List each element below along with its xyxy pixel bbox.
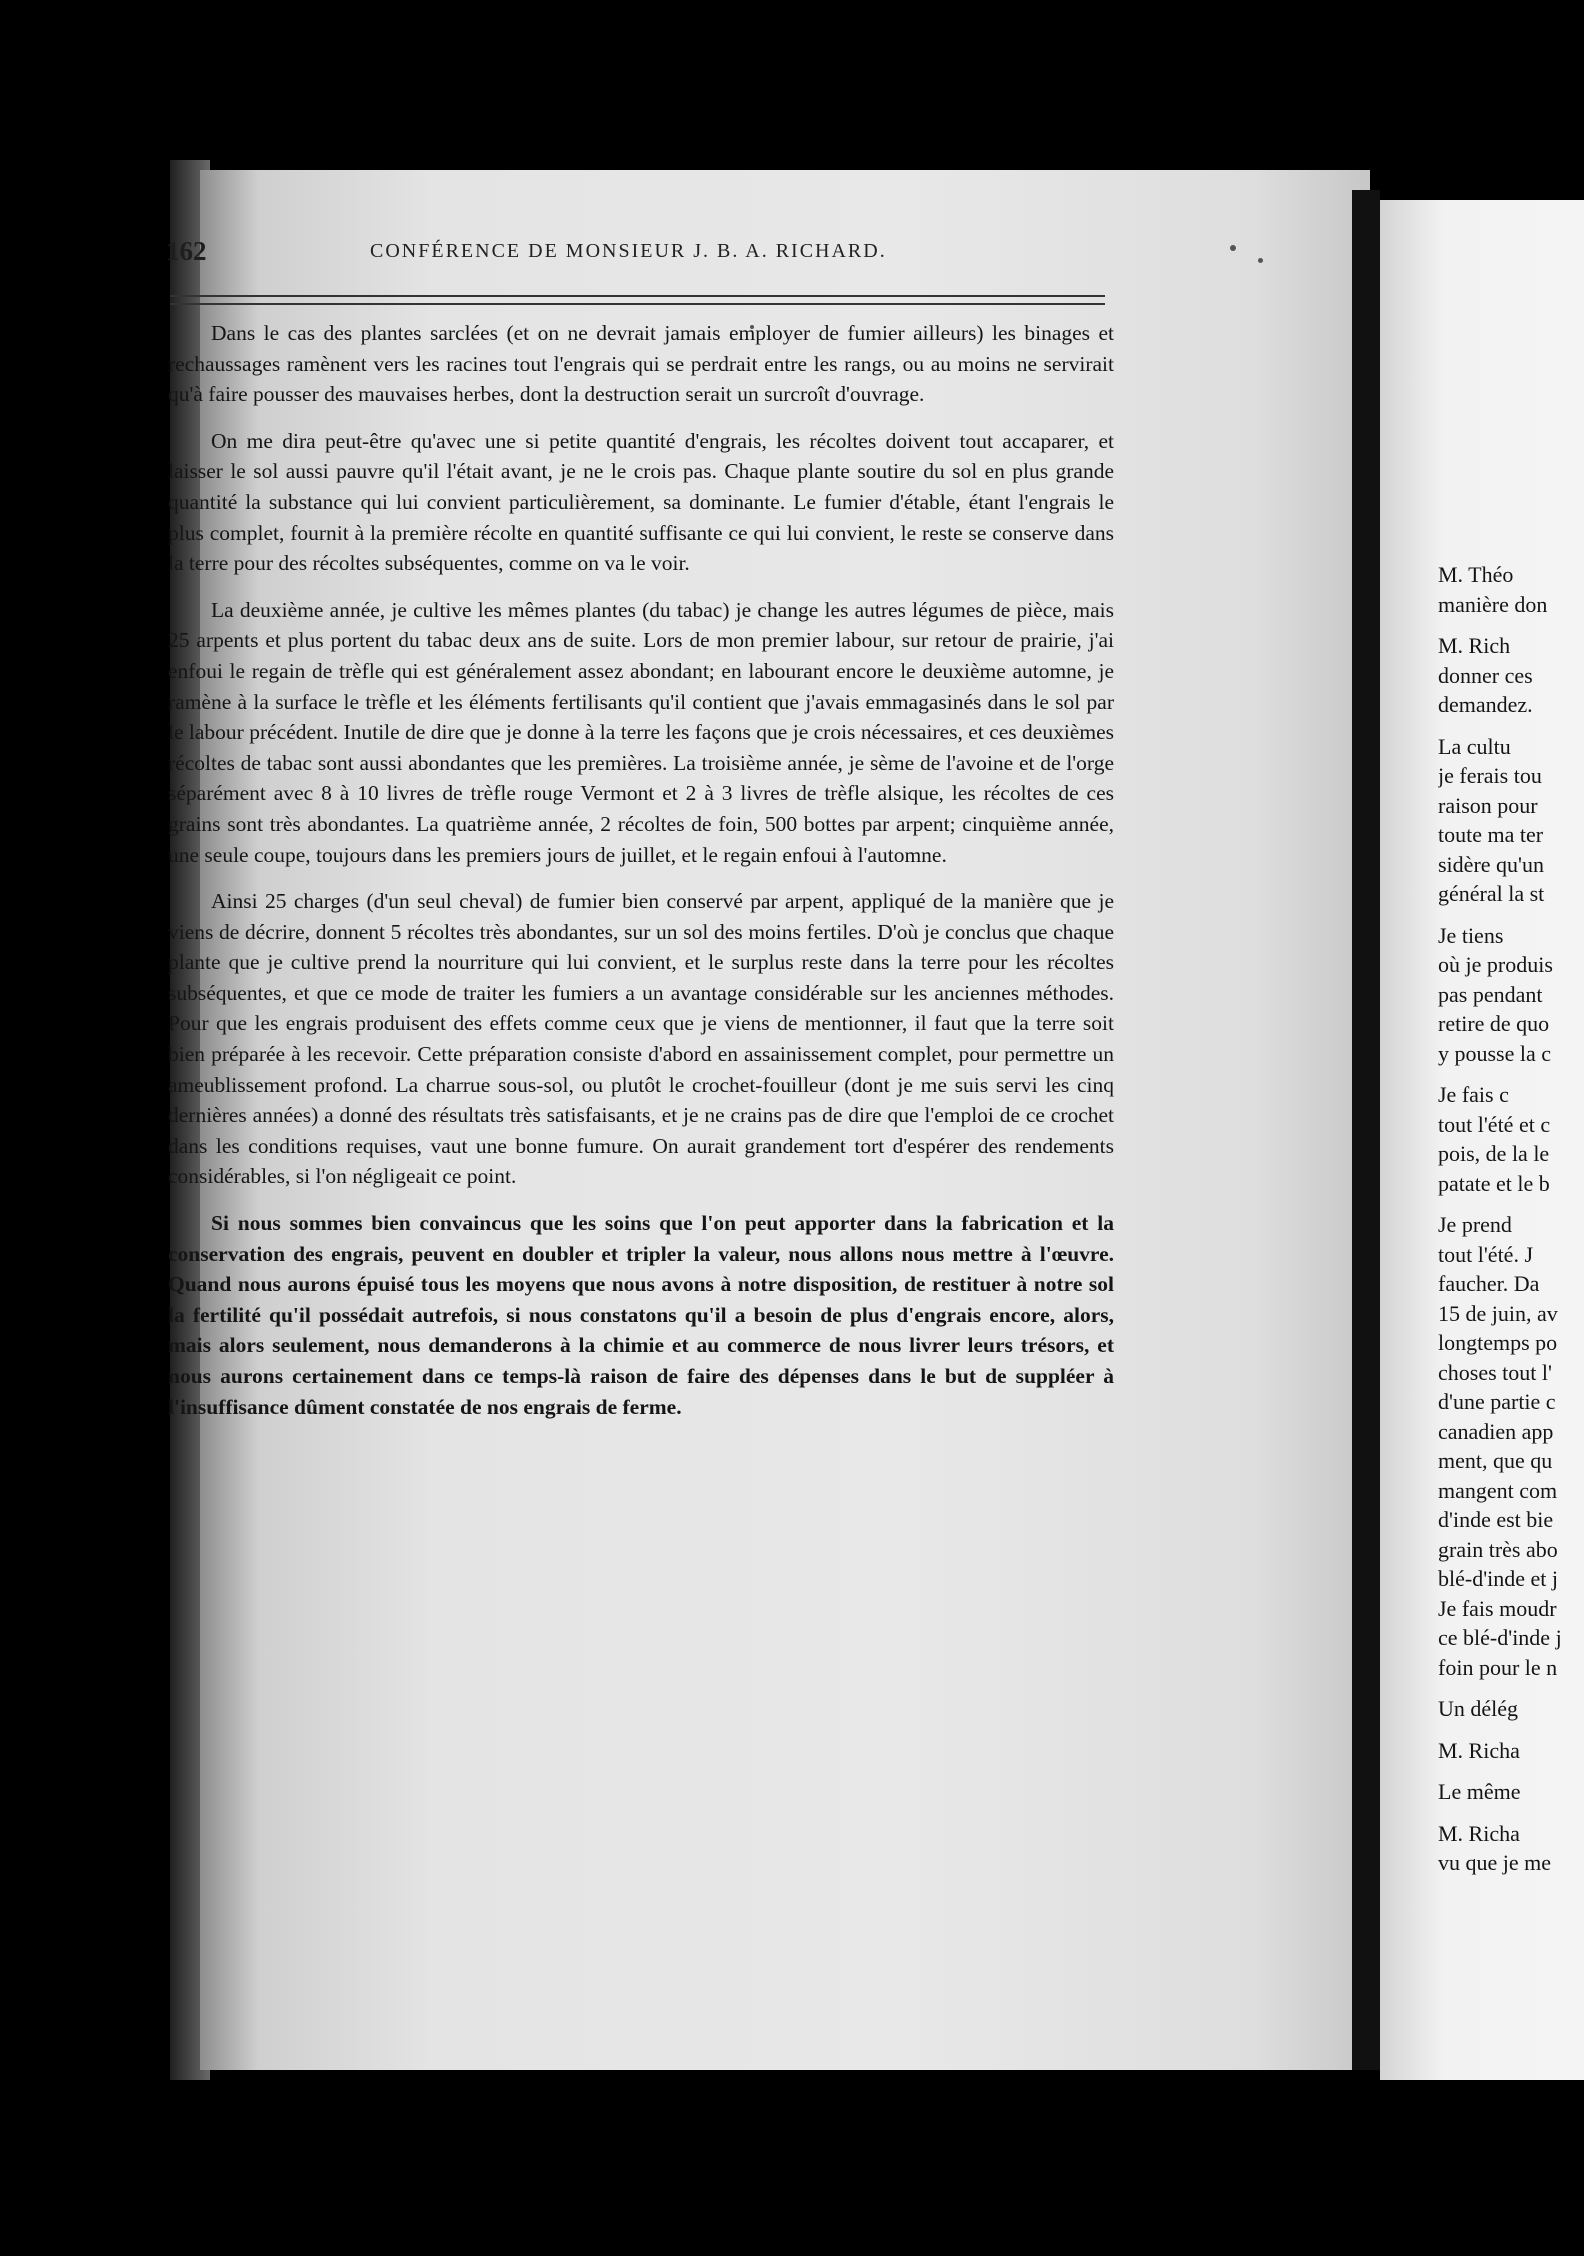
right-page-line: tout l'été et c [1438, 1111, 1551, 1137]
page-number: 162 [166, 236, 207, 266]
right-page-line: ce blé-d'inde j [1438, 1625, 1562, 1650]
right-page-line: Je prend [1438, 1212, 1512, 1237]
right-page-line: La cultu [1438, 733, 1511, 759]
right-page-line: grain très abo [1438, 1536, 1558, 1562]
right-page-line: y pousse la c [1438, 1040, 1552, 1066]
right-page-line: toute ma ter [1438, 822, 1544, 847]
header-rule [170, 303, 1105, 305]
right-page-line: 15 de juin, av [1438, 1300, 1558, 1326]
right-page-line: Je fais moudr [1438, 1595, 1557, 1621]
specks [1230, 245, 1236, 251]
right-page-line: où je produis [1438, 952, 1553, 977]
right-page-line: manière don [1438, 591, 1548, 617]
right-page-line: donner ces [1438, 662, 1533, 688]
paragraph: Ainsi 25 charges (d'un seul cheval) de fumier bien conservé par arpent, appliqué de la manière que je viens de décrire, donnent 5 récoltes très abondantes, sur un sol des moins fertiles. D'où je conclus que chaque plante que je cultive prend la nourriture qui lui convient, et le surplus reste dans la terre pour les récoltes subséquentes, et que ce mode de traiter les fumiers a un avantage considérable sur les anciennes méthodes. Pour que les engrais produisent des effets comme ceux que je viens de mentionner, il faut que la terre soit bien préparée à les recevoir. Cette préparation consiste d'abord en assainissement complet, pour permettre un ameublissement profond. La charrue sous-sol, ou plutôt le crochet-fouilleur (dont je me suis servi les cinq dernières années) a donné des résultats très satisfaisants, et je ne crains pas de dire que l'emploi de ce crochet dans les conditions requises, vaut une bonne fumure. On aurait grandement tort d'espérer des rendements considérables, si l'on négligeait ce point. [168, 889, 1114, 1189]
right-page-line: d'inde est bie [1438, 1507, 1554, 1532]
right-page-line: mangent com [1438, 1477, 1558, 1503]
paragraph: Si nous sommes bien convaincus que les soins que l'on peut apporter dans la fabrication et la conservation des engrais, peuvent en doubler et tripler la valeur, nous allons nous mettre à l'œuvre. Quand nous aurons épuisé tous les moyens que nous avons à notre disposition, de restituer à notre sol la fertilité qu'il possédait autrefois, si nous constatons qu'il a besoin de plus d'engrais encore, alors, mais alors seulement, nous demanderons à la chimie et au commerce de nous livrer leurs trésors, et nous aurons certainement dans ce temps-là raison de faire des dépenses dans le but de suppléer à l'insuffisance dûment constatée de nos engrais de ferme. [168, 1211, 1114, 1419]
right-page-line: blé-d'inde et j [1438, 1566, 1559, 1591]
right-page-line: vu que je me [1438, 1850, 1552, 1875]
paragraph: La deuxième année, je cultive les mêmes plantes (du tabac) je change les autres légumes de pièce, mais 25 arpents et plus portent du tabac deux ans de suite. Lors de mon premier labour, sur retour de prairie, j'ai enfoui le regain de trèfle qui est généralement assez abondant; en labourant encore le deuxième automne, je ramène à la surface le trèfle et les éléments fertilisants qu'il contient que j'avais emmagasinés dans le sol par le labour précédent. Inutile de dire que je donne à la terre les façons que je crois nécessaires, et ces deuxièmes récoltes de tabac sont aussi abondantes que les premières. La troisième année, je sème de l'avoine et de l'orge séparément avec 8 à 10 livres de trèfle rouge Vermont et 2 à 3 livres de trèfle alsique, les récoltes de ces grains sont très abondantes. La quatrième année, 2 récoltes de foin, 500 bottes par arpent; cinquième année, une seule coupe, toujours dans les premiers jours de juillet, et le regain enfoui à l'automne. [168, 597, 1114, 867]
right-page-line: faucher. Da [1438, 1271, 1540, 1296]
right-page-text [1438, 560, 1584, 1878]
right-page-line: Le même [1438, 1779, 1521, 1804]
right-page-line: Je tiens [1438, 922, 1504, 948]
right-page-line: retire de quo [1438, 1011, 1550, 1036]
right-page-line: raison pour [1438, 792, 1538, 818]
right-page-line: choses tout l' [1438, 1359, 1552, 1385]
right-page-line: pas pendant [1438, 981, 1543, 1007]
right-page-line: patate et le b [1438, 1170, 1550, 1196]
page-gutter [1352, 190, 1380, 2070]
right-page-line: foin pour le n [1438, 1654, 1558, 1680]
right-page-line: je ferais tou [1438, 763, 1542, 788]
right-page-line: M. Théo [1438, 562, 1514, 587]
right-page-line: Je fais c [1438, 1082, 1509, 1107]
body-text [168, 318, 1114, 1438]
right-page-line: canadien app [1438, 1418, 1554, 1444]
right-page-line: M. Rich [1438, 633, 1511, 658]
right-page-line: longtemps po [1438, 1330, 1558, 1355]
right-page-line: d'une partie c [1438, 1389, 1556, 1414]
right-page-line: Un délég [1438, 1696, 1519, 1721]
right-page-line: pois, de la le [1438, 1141, 1550, 1166]
running-head: CONFÉRENCE DE MONSIEUR J. B. A. RICHARD. [370, 240, 887, 262]
specks [1258, 258, 1263, 263]
paragraph: Dans le cas des plantes sarclées (et on ne devrait jamais employer de fumier ailleurs) les binages et rechaussages ramènent vers les racines tout l'engrais qui se perdrait entre les rangs, ou au moins ne servirait qu'à faire pousser des mauvaises herbes, dont la destruction serait un surcroît d'ouvrage. [168, 321, 1114, 407]
right-page-line: M. Richa [1438, 1737, 1520, 1763]
right-page-line: demandez. [1438, 692, 1533, 717]
header-rule [170, 295, 1105, 297]
right-page-line: sidère qu'un [1438, 851, 1544, 877]
right-page-line: M. Richa [1438, 1820, 1520, 1846]
right-page-line: ment, que qu [1438, 1448, 1553, 1473]
right-page-line: tout l'été. J [1438, 1241, 1534, 1267]
right-page-line: général la st [1438, 881, 1545, 906]
paragraph: On me dira peut-être qu'avec une si petite quantité d'engrais, les récoltes doivent tout accaparer, et laisser le sol aussi pauvre qu'il l'était avant, je ne le crois pas. Chaque plante soutire du sol en plus grande quantité la substance qui lui convient particulièrement, sa dominante. Le fumier d'étable, étant l'engrais le plus complet, fournit à la première récolte en quantité suffisante ce qui lui convient, le reste se conserve dans la terre pour des récoltes subséquentes, comme on va le voir. [168, 428, 1114, 576]
